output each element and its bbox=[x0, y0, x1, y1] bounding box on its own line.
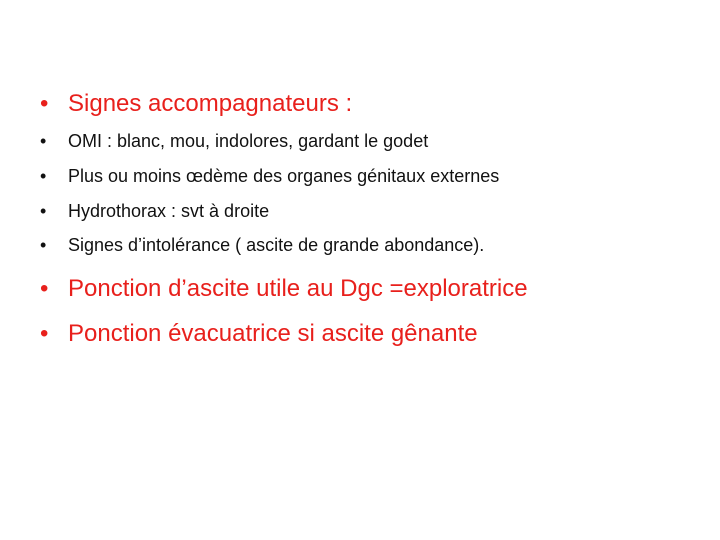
bullet-icon: • bbox=[40, 320, 49, 347]
list-item bbox=[40, 201, 269, 222]
bullet-icon: • bbox=[40, 131, 47, 151]
bullet-text: OMI : blanc, mou, indolores, gardant le godet bbox=[68, 131, 429, 151]
bullet-icon: • bbox=[40, 166, 47, 186]
bullet-text: Signes d’intolérance ( ascite de grande abondance). bbox=[68, 235, 485, 255]
bullet-icon: • bbox=[40, 275, 49, 302]
list-item bbox=[40, 235, 484, 256]
heading-signes-accompagnateurs bbox=[40, 90, 352, 118]
bullet-text: Signes accompagnateurs : bbox=[68, 90, 353, 117]
bullet-icon: • bbox=[40, 201, 47, 221]
list-item bbox=[40, 166, 499, 187]
bullet-icon: • bbox=[40, 235, 47, 255]
list-item bbox=[40, 131, 428, 152]
bullet-text: Ponction d’ascite utile au Dgc =exploratrice bbox=[68, 275, 528, 302]
list-item-ponction-diagnostic bbox=[40, 275, 528, 303]
bullet-text: Hydrothorax : svt à droite bbox=[68, 201, 270, 221]
list-item-ponction-evacuatrice bbox=[40, 320, 478, 348]
bullet-icon: • bbox=[40, 90, 49, 117]
bullet-text: Ponction évacuatrice si ascite gênante bbox=[68, 320, 478, 347]
bullet-text: Plus ou moins œdème des organes génitaux externes bbox=[68, 166, 500, 186]
